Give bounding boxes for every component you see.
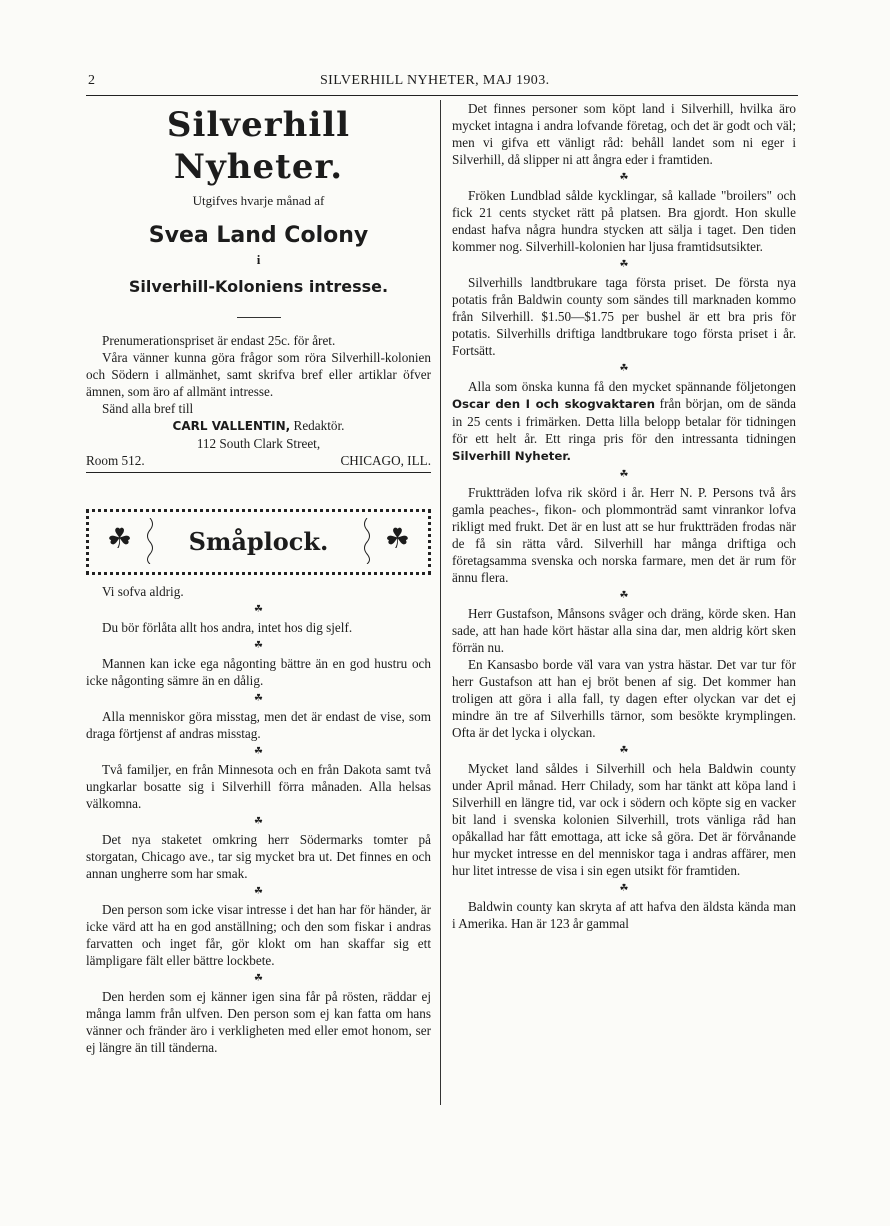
wave-ornament-icon [362,518,372,564]
send-to: Sänd alla bref till [102,401,194,416]
masthead-subtitle: Utgifves hvarje månad af [192,193,325,208]
street-address: 112 South Clark Street, [196,436,321,451]
reader-invitation: Våra vänner kunna göra frågor som röra Silverhill-kolonien och Södern i allmänhet, samt skrifva bref eller artiklar öfver ämnen, som äro af allmänt intresse. [86,350,431,399]
smaplock-item: Du bör förlåta allt hos andra, intet hos dig sjelf. [102,620,353,635]
clover-icon: ☘ [619,590,629,601]
smaplock-item: Mannen kan icke ega någonting bättre än en god hustru och icke någonting sämre än en dålig. [86,656,431,688]
clover-icon: ☘ [254,973,263,984]
clover-icon: ☘ [619,745,629,756]
page-number: 2 [88,73,95,88]
article-paragraph: Herr Gustafson, Månsons svåger och dräng, körde sken. Han sade, att han hade kört hästar alla sina dar, men aldrig kört sken förrän nu. [452,606,796,655]
subscription-price: Prenumerationspriset är endast 25c. för året. [102,333,336,348]
smaplock-item: Vi sofva aldrig. [102,584,184,599]
smaplock-item: Två familjer, en från Minnesota och en från Dakota samt två ungkarlar bosatte sig i Silverhill förra månaden. Alla helsas välkomna. [86,762,431,811]
running-head: SILVERHILL NYHETER, MAJ 1903. [320,73,550,88]
header-rule [86,95,798,96]
clover-ornament-icon: ☘ [107,524,133,555]
city: CHICAGO, ILL. [340,453,431,468]
smaplock-heading-box [86,509,431,575]
clover-icon: ☘ [619,363,629,374]
clover-icon: ☘ [254,816,263,827]
clover-icon: ☘ [619,883,629,894]
clover-icon: ☘ [254,604,263,615]
editor-name: CARL VALLENTIN, [172,419,291,433]
serial-offer-text: från början, om de sända in 25 cents i frimärken. Detta lilla belopp betalar för tidningen för ett helt år. Ett ringa pris för den intressanta tidningen [452,396,796,446]
article-paragraph: En Kansasbo borde vä̈l vara van ystra hästar. Det var tur för herr Gustafson att han ej bröt benen af sig. Det kommer han troligen att göra i alla fall, ty dagen efter olyckan var det ej mindre än tre af Silverhills tärnor, som besökte krymplingen. Ofta är det lycka i olyckan. [452,657,796,740]
clover-icon: ☘ [254,886,263,897]
masthead-connector: i [256,252,261,267]
article-paragraph: Baldwin county kan skryta af att hafva den äldsta kända man i Amerika. Han är 123 år gammal [452,899,796,931]
article-paragraph: Fruktträden lofva rik skörd i år. Herr N. P. Persons två års gamla peaches-, fikon- och plommonträd samt vinrankor lofva rikligt med frukt. Det är en lust att se hur fruktträden frodas när de få sin rätta vård. Silverhill har många driftiga och företagsamma svenska och norska farmare, men det är rum för ännu flera. [452,485,796,585]
serial-title: Oscar den I och skogvaktaren [452,397,655,411]
smaplock-item: Alla menniskor göra misstag, men det är endast de vise, som draga förtjenst af andras misstag. [86,709,431,741]
smaplock-item: Det nya staketet omkring herr Södermarks tomter på storgatan, Chicago ave., tar sig mycket bra ut. Det finnes en och annan ungherre som har smak. [86,832,431,881]
clover-icon: ☘ [254,746,263,757]
masthead-title: Silverhill Nyheter. [166,105,351,187]
smaplock-heading: Småplock. [188,527,329,556]
clover-icon: ☘ [619,469,629,480]
column-rule [440,100,441,1105]
editor-title: Redaktör. [293,418,345,433]
right-column [452,100,796,932]
clover-icon: ☘ [619,259,629,270]
masthead-interest: Silverhill-Koloniens intresse. [128,277,389,296]
article-paragraph: Silverhills landtbrukare taga första priset. De första nya potatis från Baldwin county som sändes till marknaden kommo från Silverhill. $1.50—$1.75 per bushel är ett bra pris för potatis. Silverhills driftiga landtbrukare togo första priset i år. Fortsätt. [452,275,796,358]
address-line [86,452,431,473]
left-column [86,100,431,1056]
clover-icon: ☘ [619,172,629,183]
article-paragraph: Det finnes personer som köpt land i Silverhill, hvilka äro mycket intagna i andra lofvande företag, och det är godt och väl; men vi gifva ett vänligt råd: behåll landet som ni eger i Silverhill, då slipper ni att ångra eder i framtiden. [452,101,796,167]
smaplock-item: Den person som icke visar intresse i det han har för händer, är icke värd att ha en god anställning; och den som fiskar i andras farvatten och inget får, gör klokt om han skaffar sig ett lämpligare fält eller bättre lockbete. [86,902,431,968]
clover-ornament-icon: ☘ [384,524,410,555]
masthead-rule [237,317,281,318]
masthead-publisher: Svea Land Colony [148,223,369,248]
paper-name: Silverhill Nyheter. [452,449,571,463]
serial-offer-text: Alla som önska kunna få den mycket spännande följetongen [468,379,796,394]
room-number: Room 512. [86,453,145,468]
article-paragraph: Mycket land såldes i Silverhill och hela Baldwin county under April månad. Herr Chilady, som har tänkt att köpa land i Silverhill en längre tid, var ock i södern och köpte sig en vacker bit land i svenska kolonien Silverhill, trots vänliga råd han opåkallad har fått emottaga, att icke så göra. Det är förvånande hur mycket intresse en del menniskor taga i andras affärer, men hur litet intresse de visa i sin egen utsikt för framtiden. [452,761,796,878]
article-paragraph: Fröken Lundblad sålde kycklingar, så kallade "broilers" och fick 21 cents stycket rätt på platsen. Bra gjordt. Hon skulle endast hafva några hundra stycken att sälja i taget. Den tiden kommer nog. Silverhill-kolonien har ljusa framtidsutsikter. [452,188,796,254]
smaplock-item: Den herden som ej känner igen sina får på rösten, räddar ej många lamm från ulfven. Den person som ej kan fatta om hans vänner och fränder äro i verkligheten med eller emot honom, ser ej längre än till tänderna. [86,989,431,1055]
clover-icon: ☘ [254,640,263,651]
clover-icon: ☘ [254,693,263,704]
editor-line [86,417,431,435]
article-paragraph [452,378,796,465]
